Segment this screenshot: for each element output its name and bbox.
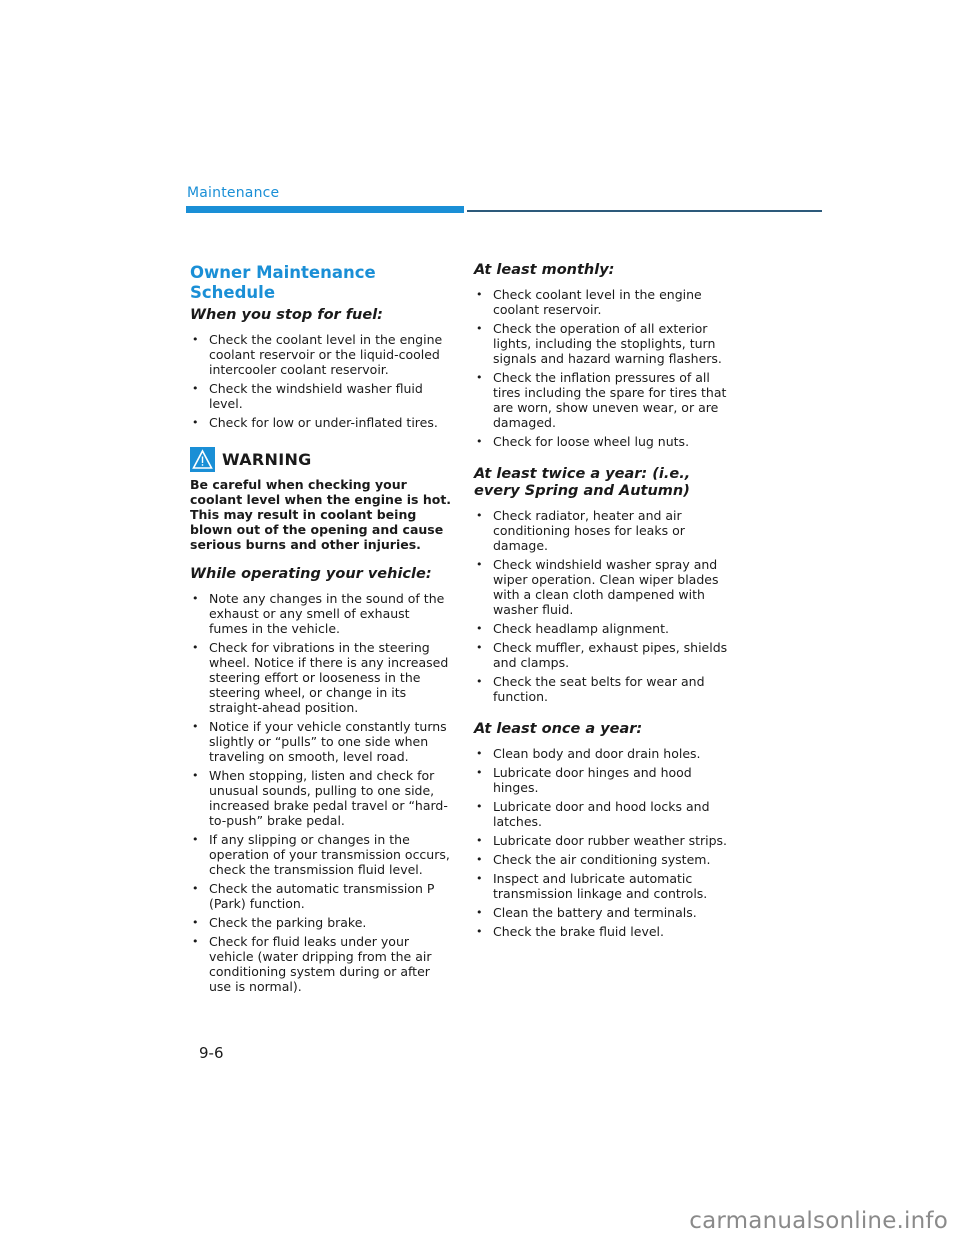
monthly-list	[474, 287, 736, 449]
warning-header	[190, 447, 452, 472]
yearly-heading: At least once a year:	[474, 721, 643, 737]
list-item: • Note any changes in the sound of the exhaust or any smell of exhaust fumes in the vehicle.	[190, 591, 452, 636]
list-item: • Lubricate door and hood locks and latches.	[474, 799, 736, 829]
section-title: Maintenance	[187, 185, 280, 201]
list-item: • Check for low or under-inflated tires.	[190, 415, 452, 430]
twice-yearly-heading: At least twice a year: (i.e., every Spring and Autumn)	[474, 466, 691, 499]
list-item: • Clean body and door drain holes.	[474, 746, 736, 761]
operating-list	[190, 591, 452, 994]
list-item: • Inspect and lubricate automatic transmission linkage and controls.	[474, 871, 736, 901]
list-item: • Notice if your vehicle constantly turns slightly or “pulls” to one side when traveling on smooth, level road.	[190, 719, 452, 764]
list-item: • Check the operation of all exterior lights, including the stoplights, turn signals and hazard warning flashers.	[474, 321, 736, 366]
warning-title: WARNING	[222, 450, 312, 469]
warning-text: Be careful when checking your coolant level when the engine is hot. This may result in coolant being blown out of the opening and cause serious burns and other injuries.	[190, 477, 452, 552]
fuel-heading: When you stop for fuel:	[190, 307, 383, 323]
list-item: • Check the coolant level in the engine coolant reservoir or the liquid-cooled intercooler coolant reservoir.	[190, 332, 452, 377]
header-rule	[467, 210, 822, 212]
twice-yearly-list	[474, 508, 736, 704]
list-item: • If any slipping or changes in the operation of your transmission occurs, check the transmission fluid level.	[190, 832, 452, 877]
operating-heading: While operating your vehicle:	[190, 566, 432, 582]
list-item: • Check the seat belts for wear and function.	[474, 674, 736, 704]
list-item: • Lubricate door hinges and hood hinges.	[474, 765, 736, 795]
list-item: • Check the brake fluid level.	[474, 924, 736, 939]
list-item: • Check the automatic transmission P (Park) function.	[190, 881, 452, 911]
right-column	[474, 262, 736, 943]
list-item: • Check windshield washer spray and wiper operation. Clean wiper blades with a clean cloth dampened with washer fluid.	[474, 557, 736, 617]
list-item: • Check radiator, heater and air conditioning hoses for leaks or damage.	[474, 508, 736, 553]
list-item: • Check coolant level in the engine coolant reservoir.	[474, 287, 736, 317]
list-item: • Check muffler, exhaust pipes, shields and clamps.	[474, 640, 736, 670]
list-item: • Check for fluid leaks under your vehicle (water dripping from the air conditioning system during or after use is normal).	[190, 934, 452, 994]
list-item: • Check the parking brake.	[190, 915, 452, 930]
header-rule-accent	[186, 206, 464, 213]
list-item: • Clean the battery and terminals.	[474, 905, 736, 920]
list-item: • Check for loose wheel lug nuts.	[474, 434, 736, 449]
list-item: • Check the inflation pressures of all tires including the spare for tires that are worn, show uneven wear, or are damaged.	[474, 370, 736, 430]
list-item: • Check headlamp alignment.	[474, 621, 736, 636]
page-title: Owner Maintenance Schedule	[190, 263, 376, 302]
monthly-heading: At least monthly:	[474, 262, 615, 278]
watermark: carmanualsonline.info	[689, 1208, 948, 1234]
list-item: • Check the air conditioning system.	[474, 852, 736, 867]
list-item: • When stopping, listen and check for unusual sounds, pulling to one side, increased brake pedal travel or “hard-to-push” brake pedal.	[190, 768, 452, 828]
list-item: • Check the windshield washer fluid level.	[190, 381, 452, 411]
left-column	[190, 263, 452, 998]
yearly-list	[474, 746, 736, 939]
list-item: • Check for vibrations in the steering wheel. Notice if there is any increased steering effort or looseness in the steering wheel, or change in its straight-ahead position.	[190, 640, 452, 715]
warning-icon	[190, 447, 215, 472]
list-item: • Lubricate door rubber weather strips.	[474, 833, 736, 848]
fuel-list	[190, 332, 452, 430]
page-number: 9-6	[199, 1044, 224, 1062]
